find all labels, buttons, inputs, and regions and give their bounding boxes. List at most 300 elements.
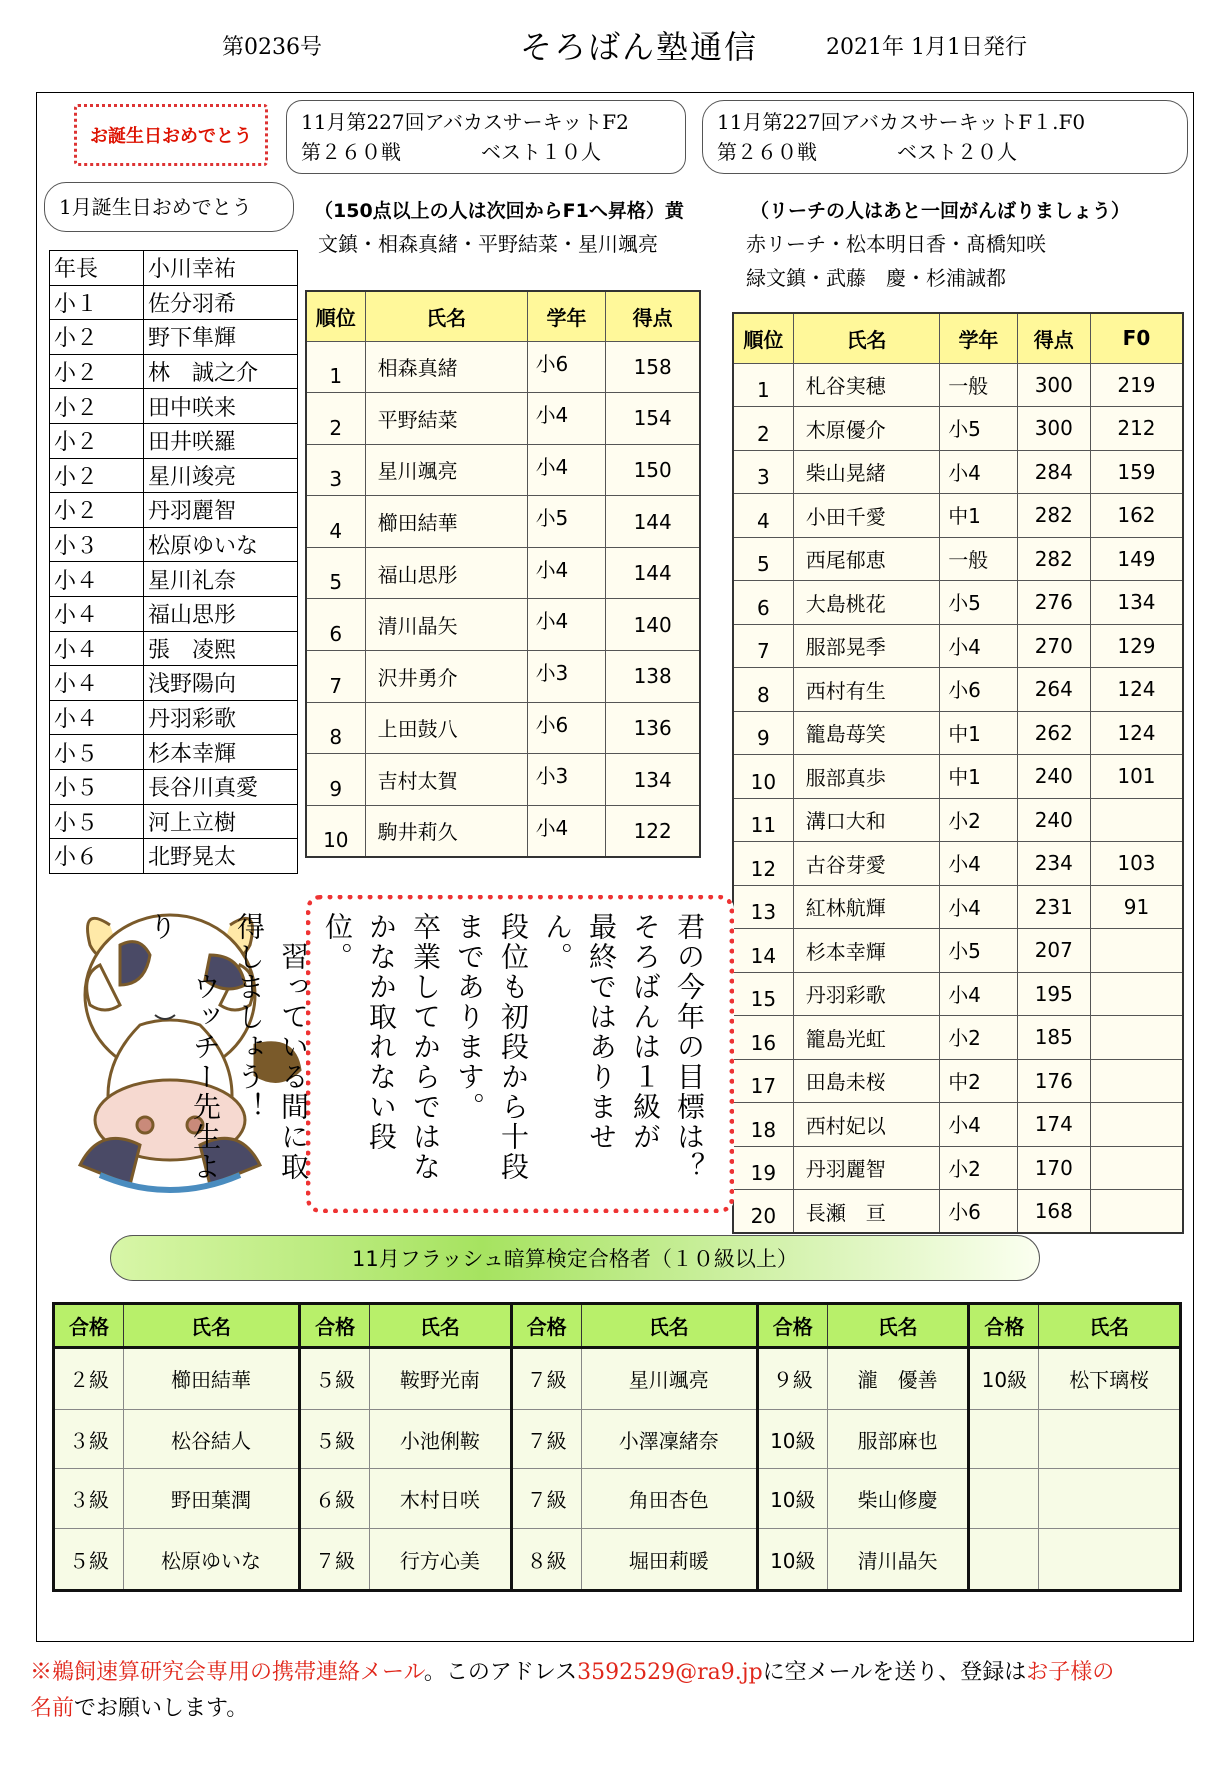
- f2-grade-cell: 小3: [527, 754, 606, 806]
- f1-grade-cell: 一般: [940, 363, 1018, 407]
- f1-name-cell: 服部晃季: [793, 624, 939, 668]
- f1-f0-cell: 101: [1090, 755, 1183, 799]
- pass-row: [54, 1469, 1181, 1529]
- birthday-name: 福山思彤: [144, 596, 298, 631]
- f1-score-cell: 207: [1017, 929, 1090, 973]
- f1-score-cell: 195: [1017, 972, 1090, 1016]
- f1-f0-cell: [1090, 798, 1183, 842]
- birthday-row: [50, 389, 298, 424]
- f2-note: （150点以上の人は次回からF1へ昇格）黄: [314, 200, 684, 222]
- f2-score-cell: 122: [606, 805, 700, 857]
- message-line: そろばんは１級が: [629, 912, 662, 1152]
- pass-grade-cell: ５級: [300, 1409, 370, 1469]
- f2-rank-cell: 5: [306, 547, 365, 599]
- f1-name-cell: 丹羽彩歌: [793, 972, 939, 1016]
- f2-name-cell: 上田鼓八: [365, 702, 527, 754]
- f2-row: [306, 754, 700, 806]
- f2-grade-cell: 小5: [527, 496, 606, 548]
- birthday-name: 田井咲羅: [144, 423, 298, 458]
- f1-name-cell: 丹羽麗智: [793, 1146, 939, 1190]
- pass-grade-cell: ３級: [54, 1469, 124, 1529]
- message-line: 習っている間に取: [277, 912, 310, 1182]
- f2-score-cell: 134: [606, 754, 700, 806]
- birthday-name: 河上立樹: [144, 804, 298, 839]
- f2-row: [306, 547, 700, 599]
- pass-header-grade: 合格: [969, 1304, 1039, 1348]
- f2-grade-cell: 小4: [527, 444, 606, 496]
- f1-f0-cell: 212: [1090, 407, 1183, 451]
- f1-f0-cell: [1090, 1190, 1183, 1234]
- birthday-name: 田中咲来: [144, 389, 298, 424]
- f1-score-cell: 300: [1017, 407, 1090, 451]
- pass-grade-cell: ６級: [300, 1469, 370, 1529]
- pass-grade-cell: 10級: [969, 1348, 1039, 1410]
- f1-f0-cell: [1090, 1016, 1183, 1060]
- f1-grade-cell: 小5: [940, 929, 1018, 973]
- f2-row: [306, 393, 700, 445]
- f1-f0-cell: 149: [1090, 537, 1183, 581]
- f2-grade-cell: 小4: [527, 599, 606, 651]
- pass-grade-cell: [969, 1469, 1039, 1529]
- birthday-name: 北野晃太: [144, 839, 298, 874]
- f1-header-cell: 氏名: [793, 313, 939, 363]
- f2-score-cell: 158: [606, 341, 700, 393]
- pass-header-grade: 合格: [54, 1304, 124, 1348]
- birthday-name: 杉本幸輝: [144, 735, 298, 770]
- f1-row: [733, 1016, 1183, 1060]
- pass-name-cell: 野田葉潤: [124, 1469, 300, 1529]
- birthday-row: [50, 423, 298, 458]
- f2-name-cell: 吉村太賀: [365, 754, 527, 806]
- f1-score-cell: 262: [1017, 711, 1090, 755]
- birthday-grade: 小４: [50, 666, 144, 701]
- f1-f0-cell: 134: [1090, 581, 1183, 625]
- f1-score-cell: 174: [1017, 1103, 1090, 1147]
- f1-score-cell: 240: [1017, 755, 1090, 799]
- f1-rank-cell: 12: [733, 842, 793, 886]
- f1-rank-cell: 5: [733, 537, 793, 581]
- f1-name-cell: 大島桃花: [793, 581, 939, 625]
- f1-subtitle: 第２６０戦 ベスト２０人: [717, 140, 1017, 164]
- pass-name-cell: [1039, 1529, 1181, 1591]
- f1-score-cell: 168: [1017, 1190, 1090, 1234]
- f2-grade-cell: 小4: [527, 805, 606, 857]
- birthday-row: [50, 493, 298, 528]
- f1-f0-cell: [1090, 929, 1183, 973]
- pass-grade-cell: 10級: [757, 1529, 827, 1591]
- pass-header-grade: 合格: [511, 1304, 581, 1348]
- teacher-message: [139, 912, 711, 1208]
- f2-rank-cell: 7: [306, 651, 365, 703]
- message-line: 段位も初段から十段: [497, 912, 530, 1182]
- f1-name-cell: 古谷芽愛: [793, 842, 939, 886]
- f1-row: [733, 972, 1183, 1016]
- f1-f0-cell: 162: [1090, 494, 1183, 538]
- pass-grade-cell: ７級: [300, 1529, 370, 1591]
- f1-bunchin-list: 緑文鎮・武藤 慶・杉浦誠都: [746, 266, 1006, 290]
- f1-name-cell: 小田千愛: [793, 494, 939, 538]
- f2-name-cell: 沢井勇介: [365, 651, 527, 703]
- pass-name-cell: 松原ゆいな: [124, 1529, 300, 1591]
- f1-score-cell: 185: [1017, 1016, 1090, 1060]
- f1-f0-cell: [1090, 1146, 1183, 1190]
- f1-header-cell: 学年: [940, 313, 1018, 363]
- f1-header-cell: F0: [1090, 313, 1183, 363]
- pass-name-cell: 小池俐鞍: [370, 1409, 512, 1469]
- f2-header-cell: 得点: [606, 291, 700, 341]
- birthday-row: [50, 251, 298, 286]
- pass-grade-cell: ５級: [300, 1348, 370, 1410]
- f1-f0-cell: 219: [1090, 363, 1183, 407]
- pass-header-name: 氏名: [827, 1304, 969, 1348]
- f1-grade-cell: 小4: [940, 842, 1018, 886]
- message-line: 君の今年の目標は？: [673, 912, 706, 1182]
- pass-name-cell: [1039, 1469, 1181, 1529]
- pass-header-name: 氏名: [370, 1304, 512, 1348]
- issue-number: 第0236号: [222, 35, 322, 60]
- pass-name-cell: 清川晶矢: [827, 1529, 969, 1591]
- birthday-grade: 小６: [50, 839, 144, 874]
- f1-score-cell: 176: [1017, 1059, 1090, 1103]
- f1-name-cell: 柴山晃緒: [793, 450, 939, 494]
- f1-score-cell: 231: [1017, 885, 1090, 929]
- f1-title-box: [702, 100, 1188, 174]
- f1-row: [733, 1146, 1183, 1190]
- f1-name-cell: 札谷実穂: [793, 363, 939, 407]
- f2-title-box: [286, 100, 686, 174]
- birthday-row: [50, 839, 298, 874]
- f2-row: [306, 702, 700, 754]
- f2-score-cell: 144: [606, 547, 700, 599]
- f2-subtitle: 第２６０戦 ベスト１０人: [301, 140, 601, 164]
- f1-rank-cell: 10: [733, 755, 793, 799]
- birthday-name: 張 凌熙: [144, 631, 298, 666]
- f2-header-cell: 学年: [527, 291, 606, 341]
- issue-date: 2021年 1月1日発行: [826, 35, 1027, 60]
- pass-name-cell: 服部麻也: [827, 1409, 969, 1469]
- message-line: 得しましょう！: [233, 912, 266, 1122]
- f2-row: [306, 599, 700, 651]
- birthday-name: 松原ゆいな: [144, 527, 298, 562]
- f1-f0-cell: [1090, 1103, 1183, 1147]
- f2-score-cell: 136: [606, 702, 700, 754]
- f2-score-cell: 154: [606, 393, 700, 445]
- pass-row: [54, 1348, 1181, 1410]
- birthday-row: [50, 458, 298, 493]
- f1-row: [733, 363, 1183, 407]
- f1-score-cell: 234: [1017, 842, 1090, 886]
- f1-name-cell: 木原優介: [793, 407, 939, 451]
- birthday-grade: 小２: [50, 458, 144, 493]
- f1-row: [733, 407, 1183, 451]
- birthday-name: 丹羽彩歌: [144, 700, 298, 735]
- f2-row: [306, 651, 700, 703]
- birthday-table: [49, 250, 298, 874]
- pass-header-name: 氏名: [1039, 1304, 1181, 1348]
- f2-score-cell: 144: [606, 496, 700, 548]
- birthday-row: [50, 735, 298, 770]
- f1-row: [733, 624, 1183, 668]
- birthday-row: [50, 285, 298, 320]
- f1-grade-cell: 中1: [940, 755, 1018, 799]
- birthday-grade: 小４: [50, 700, 144, 735]
- message-line: ウッチー先生より: [145, 912, 222, 1182]
- f1-rank-cell: 2: [733, 407, 793, 451]
- f1-f0-cell: 124: [1090, 711, 1183, 755]
- birthday-grade: 小５: [50, 735, 144, 770]
- birthday-row: [50, 596, 298, 631]
- f1-rank-cell: 7: [733, 624, 793, 668]
- f1-name-cell: 長瀬 亘: [793, 1190, 939, 1234]
- f2-rank-cell: 8: [306, 702, 365, 754]
- birthday-grade: 小５: [50, 804, 144, 839]
- f1-rank-cell: 3: [733, 450, 793, 494]
- f2-row: [306, 805, 700, 857]
- f2-grade-cell: 小6: [527, 341, 606, 393]
- f2-name-cell: 駒井莉久: [365, 805, 527, 857]
- f1-name-cell: 杉本幸輝: [793, 929, 939, 973]
- f1-row: [733, 755, 1183, 799]
- pass-name-cell: 角田杏色: [581, 1469, 757, 1529]
- birthday-name: 丹羽麗智: [144, 493, 298, 528]
- f1-row: [733, 581, 1183, 625]
- f1-grade-cell: 小5: [940, 407, 1018, 451]
- f1-grade-cell: 小4: [940, 624, 1018, 668]
- f1-rank-cell: 6: [733, 581, 793, 625]
- f1-name-cell: 溝口大和: [793, 798, 939, 842]
- f2-grade-cell: 小4: [527, 547, 606, 599]
- f1-name-cell: 西村妃以: [793, 1103, 939, 1147]
- f1-row: [733, 929, 1183, 973]
- f1-grade-cell: 中1: [940, 494, 1018, 538]
- pass-grade-cell: ７級: [511, 1409, 581, 1469]
- f2-title: 11月第227回アバカスサーキットF2: [301, 110, 629, 134]
- f2-rank-cell: 10: [306, 805, 365, 857]
- f2-name-cell: 清川晶矢: [365, 599, 527, 651]
- f1-rank-cell: 8: [733, 668, 793, 712]
- f1-row: [733, 668, 1183, 712]
- f2-header-cell: 氏名: [365, 291, 527, 341]
- pass-header-name: 氏名: [581, 1304, 757, 1348]
- f1-rank-cell: 16: [733, 1016, 793, 1060]
- birthday-row: [50, 769, 298, 804]
- pass-name-cell: 柴山修慶: [827, 1469, 969, 1529]
- f1-grade-cell: 小5: [940, 581, 1018, 625]
- birthday-grade: 小２: [50, 320, 144, 355]
- f1-row: [733, 450, 1183, 494]
- birthday-grade: 小４: [50, 631, 144, 666]
- pass-grade-cell: 10級: [757, 1469, 827, 1529]
- f1-f0-cell: 91: [1090, 885, 1183, 929]
- f1-header-cell: 順位: [733, 313, 793, 363]
- f1-rank-cell: 11: [733, 798, 793, 842]
- f1-rank-cell: 13: [733, 885, 793, 929]
- pass-row: [54, 1409, 1181, 1469]
- f1-ranking-table: [732, 312, 1184, 1234]
- pass-header-grade: 合格: [757, 1304, 827, 1348]
- f1-row: [733, 711, 1183, 755]
- f1-score-cell: 282: [1017, 494, 1090, 538]
- f1-f0-cell: 103: [1090, 842, 1183, 886]
- f1-rank-cell: 19: [733, 1146, 793, 1190]
- f1-name-cell: 服部真歩: [793, 755, 939, 799]
- f2-row: [306, 444, 700, 496]
- f2-rank-cell: 6: [306, 599, 365, 651]
- f2-ranking-table: [305, 290, 701, 858]
- f1-rank-cell: 4: [733, 494, 793, 538]
- birthday-name: 小川幸祐: [144, 251, 298, 286]
- birthday-row: [50, 320, 298, 355]
- f1-header-cell: 得点: [1017, 313, 1090, 363]
- birthday-row: [50, 804, 298, 839]
- birthday-grade: 小２: [50, 423, 144, 458]
- birthday-name: 浅野陽向: [144, 666, 298, 701]
- f2-promoted-list: 文鎮・相森真緒・平野結菜・星川颯亮: [318, 232, 658, 256]
- birthday-row: [50, 562, 298, 597]
- f1-row: [733, 1190, 1183, 1234]
- f2-rank-cell: 1: [306, 341, 365, 393]
- pass-name-cell: 木村日咲: [370, 1469, 512, 1529]
- pass-name-cell: 松谷結人: [124, 1409, 300, 1469]
- f1-grade-cell: 小4: [940, 885, 1018, 929]
- message-line: 卒業してからではな: [409, 912, 442, 1182]
- pass-header-grade: 合格: [300, 1304, 370, 1348]
- f2-grade-cell: 小4: [527, 393, 606, 445]
- birthday-grade: 年長: [50, 251, 144, 286]
- f1-name-cell: 田島未桜: [793, 1059, 939, 1103]
- f2-name-cell: 平野結菜: [365, 393, 527, 445]
- f1-f0-cell: [1090, 972, 1183, 1016]
- pass-name-cell: [1039, 1409, 1181, 1469]
- pass-grade-cell: ７級: [511, 1348, 581, 1410]
- birthday-row: [50, 631, 298, 666]
- birthday-name: 長谷川真愛: [144, 769, 298, 804]
- pass-grade-cell: ３級: [54, 1409, 124, 1469]
- message-line: まであります。: [453, 912, 486, 1122]
- f1-score-cell: 270: [1017, 624, 1090, 668]
- f2-rank-cell: 4: [306, 496, 365, 548]
- f1-grade-cell: 小6: [940, 668, 1018, 712]
- f1-score-cell: 300: [1017, 363, 1090, 407]
- f1-rank-cell: 9: [733, 711, 793, 755]
- birthday-grade: 小４: [50, 562, 144, 597]
- birthday-grade: 小４: [50, 596, 144, 631]
- birthday-name: 野下隼輝: [144, 320, 298, 355]
- pass-name-cell: 櫛田結華: [124, 1348, 300, 1410]
- f2-score-cell: 150: [606, 444, 700, 496]
- f2-rank-cell: 9: [306, 754, 365, 806]
- teacher-message-box: [145, 895, 734, 1213]
- f2-row: [306, 341, 700, 393]
- f2-name-cell: 福山思彤: [365, 547, 527, 599]
- f1-row: [733, 842, 1183, 886]
- f1-name-cell: 籠島苺笑: [793, 711, 939, 755]
- pass-grade-cell: ８級: [511, 1529, 581, 1591]
- pass-name-cell: 星川颯亮: [581, 1348, 757, 1410]
- f1-score-cell: 170: [1017, 1146, 1090, 1190]
- birthday-row: [50, 700, 298, 735]
- pass-name-cell: 瀧 優善: [827, 1348, 969, 1410]
- pass-header-name: 氏名: [124, 1304, 300, 1348]
- birthday-name: 星川竣亮: [144, 458, 298, 493]
- f1-score-cell: 264: [1017, 668, 1090, 712]
- pass-name-cell: 小澤凜緒奈: [581, 1409, 757, 1469]
- pass-name-cell: 松下璃桜: [1039, 1348, 1181, 1410]
- f1-row: [733, 537, 1183, 581]
- pass-row: [54, 1529, 1181, 1591]
- pass-grade-cell: 10級: [757, 1409, 827, 1469]
- f1-row: [733, 1059, 1183, 1103]
- pass-grade-cell: ５級: [54, 1529, 124, 1591]
- f1-rank-cell: 20: [733, 1190, 793, 1234]
- f2-rank-cell: 2: [306, 393, 365, 445]
- f1-title: 11月第227回アバカスサーキットF１.F0: [717, 110, 1086, 134]
- f1-rank-cell: 18: [733, 1103, 793, 1147]
- f1-grade-cell: 小4: [940, 972, 1018, 1016]
- f1-rank-cell: 17: [733, 1059, 793, 1103]
- pass-grade-cell: ９級: [757, 1348, 827, 1410]
- message-line: かなか取れない段位。: [321, 912, 398, 1152]
- birthday-grade: 小５: [50, 769, 144, 804]
- f1-grade-cell: 小4: [940, 450, 1018, 494]
- f2-score-cell: 140: [606, 599, 700, 651]
- f1-grade-cell: 一般: [940, 537, 1018, 581]
- birthday-row: [50, 527, 298, 562]
- birthday-heading: 1月誕生日おめでとう: [44, 182, 294, 232]
- message-line: 最終ではありません。: [541, 912, 618, 1152]
- f2-rank-cell: 3: [306, 444, 365, 496]
- f1-grade-cell: 中2: [940, 1059, 1018, 1103]
- pass-name-cell: 鞍野光南: [370, 1348, 512, 1410]
- f1-f0-cell: 124: [1090, 668, 1183, 712]
- f1-score-cell: 284: [1017, 450, 1090, 494]
- birthday-grade: 小２: [50, 493, 144, 528]
- f1-name-cell: 西尾郁恵: [793, 537, 939, 581]
- f1-f0-cell: 159: [1090, 450, 1183, 494]
- f1-rank-cell: 1: [733, 363, 793, 407]
- f1-row: [733, 798, 1183, 842]
- pass-grade-cell: ２級: [54, 1348, 124, 1410]
- f1-score-cell: 240: [1017, 798, 1090, 842]
- pass-grade-cell: [969, 1529, 1039, 1591]
- f1-f0-cell: [1090, 1059, 1183, 1103]
- pass-name-cell: 堀田莉暖: [581, 1529, 757, 1591]
- f2-grade-cell: 小6: [527, 702, 606, 754]
- f1-grade-cell: 小2: [940, 798, 1018, 842]
- birthday-name: 佐分羽希: [144, 285, 298, 320]
- f2-header-cell: 順位: [306, 291, 365, 341]
- f1-grade-cell: 小2: [940, 1016, 1018, 1060]
- pass-name-cell: 行方心美: [370, 1529, 512, 1591]
- f1-grade-cell: 中1: [940, 711, 1018, 755]
- f1-name-cell: 西村有生: [793, 668, 939, 712]
- newsletter-title: そろばん塾通信: [520, 28, 759, 66]
- contact-email[interactable]: 3592529@ra9.jp: [577, 1660, 763, 1685]
- birthday-grade: 小３: [50, 527, 144, 562]
- pass-grade-cell: ７級: [511, 1469, 581, 1529]
- f1-name-cell: 紅林航輝: [793, 885, 939, 929]
- birthday-row: [50, 666, 298, 701]
- f1-score-cell: 276: [1017, 581, 1090, 625]
- footer-note: ※鵜飼速算研究会専用の携帯連絡メール。このアドレス3592529@ra9.jpに空メールを送り、登録はお子様の 名前でお願いします。: [30, 1660, 1115, 1721]
- birthday-grade: 小１: [50, 285, 144, 320]
- f2-name-cell: 櫛田結華: [365, 496, 527, 548]
- birthday-grade: 小２: [50, 389, 144, 424]
- flash-pass-table: [52, 1302, 1182, 1592]
- f2-grade-cell: 小3: [527, 651, 606, 703]
- f2-name-cell: 星川颯亮: [365, 444, 527, 496]
- f1-rank-cell: 15: [733, 972, 793, 1016]
